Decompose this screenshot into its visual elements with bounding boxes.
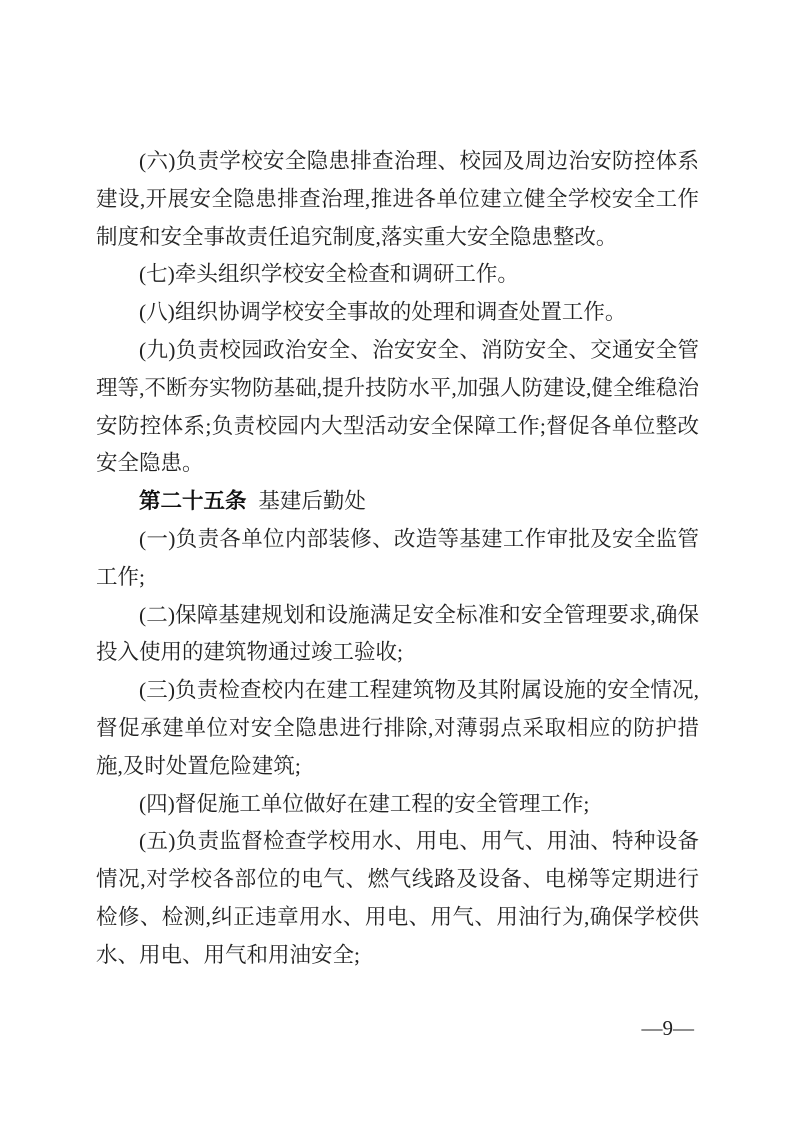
subclause-paragraph-1: (一)负责各单位内部装修、改造等基建工作审批及安全监管工作; [96,526,699,589]
document-body [96,143,699,975]
subclause-paragraph-2: (二)保障基建规划和设施满足安全标准和安全管理要求,确保投入使用的建筑物通过竣工验收; [96,602,699,665]
clause-paragraph-8: (八)组织协调学校安全事故的处理和调查处置工作。 [139,300,627,325]
clause-paragraph-7: (七)牵头组织学校安全检查和调研工作。 [139,262,519,287]
article-title: 基建后勤处 [258,489,366,514]
subclause-paragraph-5: (五)负责监督检查学校用水、用电、用气、用油、特种设备情况,对学校各部位的电气、燃气线路及设备、电梯等定期进行检修、检测,纠正违章用水、用电、用气、用油行为,确保学校供水、用电、用气和用油安全; [96,829,699,967]
article-number: 第二十五条 [139,489,247,514]
article-heading [96,483,699,521]
subclause-paragraph-4: (四)督促施工单位做好在建工程的安全管理工作; [139,791,590,816]
clause-paragraph-6: (六)负责学校安全隐患排查治理、校园及周边治安防控体系建设,开展安全隐患排查治理,推进各单位建立健全学校安全工作制度和安全事故责任追究制度,落实重大安全隐患整改。 [96,149,699,249]
subclause-paragraph-3: (三)负责检查校内在建工程建筑物及其附属设施的安全情况,督促承建单位对安全隐患进行排除,对薄弱点采取相应的防护措施,及时处置危险建筑; [96,678,699,778]
page-number: —9— [641,1016,694,1040]
clause-paragraph-9: (九)负责校园政治安全、治安安全、消防安全、交通安全管理等,不断夯实物防基础,提升技防水平,加强人防建设,健全维稳治安防控体系;负责校园内大型活动安全保障工作;督促各单位整改安全隐患。 [96,337,699,476]
